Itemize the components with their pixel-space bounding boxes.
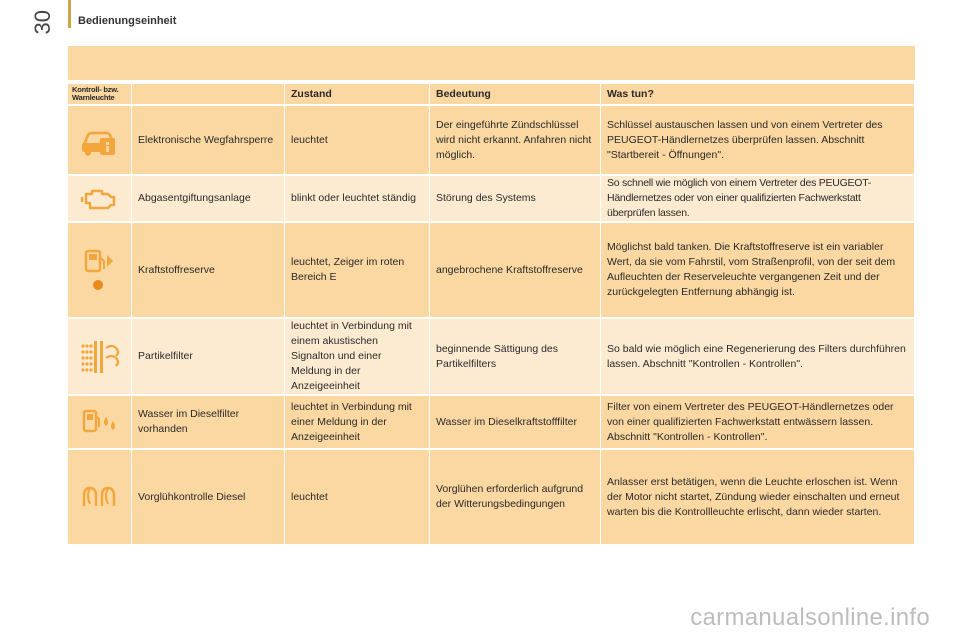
header-bedeutung: Bedeutung: [430, 84, 601, 104]
particle-filter-icon: [68, 319, 132, 394]
light-name: Abgasentgiftungsanlage: [132, 176, 285, 221]
light-name: Wasser im Dieselfilter vorhanden: [132, 396, 285, 448]
light-zustand: leuchtet, Zeiger im roten Bereich E: [285, 223, 430, 317]
light-bedeutung: angebrochene Kraftstoffreserve: [430, 223, 601, 317]
header-kontrollleuchte: Kontroll- bzw. Warnleuchte: [68, 84, 132, 104]
light-was-tun: Anlasser erst betätigen, wenn die Leuchte erloschen ist. Wenn der Motor nicht startet, Zündung wieder einschalten und erneut warten bis die Kontrollleuchte erlischt, dann wieder starten.: [601, 450, 915, 544]
light-zustand: leuchtet in Verbindung mit einer Meldung in der Anzeigeeinheit: [285, 396, 430, 448]
header-zustand: Zustand: [285, 84, 430, 104]
light-name: Vorglühkontrolle Diesel: [132, 450, 285, 544]
engine-icon: [68, 176, 132, 221]
accent-bar: [68, 0, 71, 28]
table-row: [68, 176, 915, 221]
table-row: [68, 223, 915, 317]
watermark-text: carmanualsonline.info: [690, 604, 930, 631]
light-zustand: leuchtet: [285, 106, 430, 174]
light-bedeutung: Der eingeführte Zündschlüssel wird nicht erkannt. Anfahren nicht möglich.: [430, 106, 601, 174]
light-bedeutung: Störung des Systems: [430, 176, 601, 221]
light-was-tun: Filter von einem Vertreter des PEUGEOT-Händlernetzes oder von einer qualifizierten Fachwerkstatt entwässern lassen. Abschnitt "Kontrollen - Kontrollen".: [601, 396, 915, 448]
warning-lights-table: [68, 82, 915, 546]
light-zustand: blinkt oder leuchtet ständig: [285, 176, 430, 221]
page-number: 30: [30, 10, 55, 35]
light-bedeutung: Wasser im Dieselkraftstofffilter: [430, 396, 601, 448]
light-was-tun: Schlüssel austauschen lassen und von einem Vertreter des PEUGEOT-Händlernetzes überprüfen lassen. Abschnitt "Startbereit - Öffnungen".: [601, 106, 915, 174]
light-bedeutung: beginnende Sättigung des Partikelfilters: [430, 319, 601, 394]
light-was-tun: Möglichst bald tanken. Die Kraftstoffreserve ist ein variabler Wert, da sie vom Fahrstil, vom Straßenprofil, von der seit dem Aufleuchten der Reserveleuchte vergangenen Zeit und der zurückgelegten Entfernung abhängig ist.: [601, 223, 915, 317]
header-was-tun: Was tun?: [601, 84, 915, 104]
immobilizer-icon: [68, 106, 132, 174]
table-banner: [68, 46, 915, 80]
light-was-tun: So schnell wie möglich von einem Vertreter des PEUGEOT-Händlernetzes oder von einer qualifizierten Fachwerkstatt überprüfen lassen.: [601, 176, 915, 221]
header-name: [132, 84, 285, 104]
table-row: [68, 319, 915, 394]
light-was-tun: So bald wie möglich eine Regenerierung des Filters durchführen lassen. Abschnitt "Kontrollen - Kontrollen".: [601, 319, 915, 394]
glow-plug-icon: [68, 450, 132, 544]
table-row: [68, 396, 915, 448]
light-zustand: leuchtet in Verbindung mit einem akustischen Signalton und einer Meldung in der Anzeigeeinheit: [285, 319, 430, 394]
light-name: Elektronische Wegfahrsperre: [132, 106, 285, 174]
table-row: [68, 450, 915, 544]
table-row: [68, 106, 915, 174]
section-title: Bedienungseinheit: [78, 15, 177, 27]
light-bedeutung: Vorglühen erforderlich aufgrund der Witterungsbedingungen: [430, 450, 601, 544]
light-name: Partikelfilter: [132, 319, 285, 394]
light-zustand: leuchtet: [285, 450, 430, 544]
light-name: Kraftstoffreserve: [132, 223, 285, 317]
water-in-diesel-icon: [68, 396, 132, 448]
table-header-row: [68, 84, 915, 104]
fuel-icon: [68, 223, 132, 317]
